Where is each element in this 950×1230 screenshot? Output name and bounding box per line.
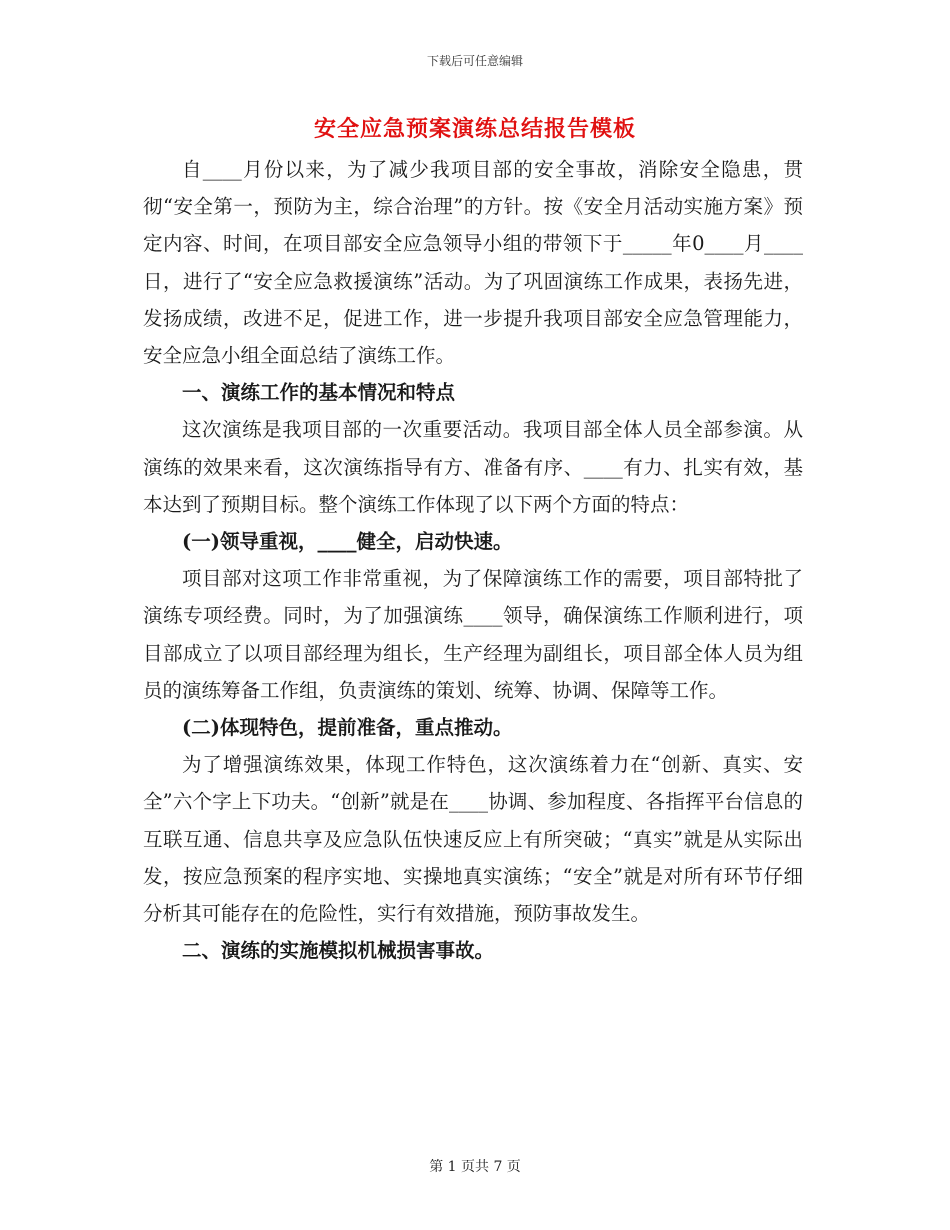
document-body xyxy=(143,151,803,969)
paragraph-overview: 这次演练是我项目部的一次重要活动。我项目部全体人员全部参演。从演练的效果来看，这次演练指导有方、准备有序、____有力、扎实有效，基本达到了预期目标。整个演练工作体现了以下两个方面的特点： xyxy=(143,418,803,516)
page-number: 第 1 页共 7 页 xyxy=(429,1159,521,1175)
section-heading-2: 二、演练的实施模拟机械损害事故。 xyxy=(182,939,495,963)
page-header-note: 下载后可任意编辑 xyxy=(426,54,523,68)
paragraph-features: 为了增强演练效果，体现工作特色，这次演练着力在“创新、真实、安全”六个字上下功夫。“创新”就是在____协调、参加程度、各指挥平台信息的互联互通、信息共享及应急队伍快速反应上有所突破；“真实”就是从实际出发，按应急预案的程序实地、实操地真实演练；“安全”就是对所有环节仔细分析其可能存在的危险性，实行有效措施，预防事故发生。 xyxy=(143,753,803,926)
paragraph-intro: 自____月份以来，为了减少我项目部的安全事故，消除安全隐患，贯彻“安全第一，预防为主，综合治理”的方针。按《安全月活动实施方案》预定内容、时间，在项目部安全应急领导小组的带领下于_____年0____月____日，进行了“安全应急救援演练”活动。为了巩固演练工作成果，表扬先进，发扬成绩，改进不足，促进工作，进一步提升我项目部安全应急管理能力，安全应急小组全面总结了演练工作。 xyxy=(143,158,803,368)
subsection-heading-2: (二)体现特色，提前准备，重点推动。 xyxy=(182,716,513,740)
subsection-heading-1: (一)领导重视，____健全，启动快速。 xyxy=(182,530,513,554)
paragraph-leadership: 项目部对这项工作非常重视，为了保障演练工作的需要，项目部特批了演练专项经费。同时，为了加强演练____领导，确保演练工作顺利进行，项目部成立了以项目部经理为组长，生产经理为副组长，项目部全体人员为组员的演练筹备工作组，负责演练的策划、统筹、协调、保障等工作。 xyxy=(143,567,803,702)
section-heading-1: 一、演练工作的基本情况和特点 xyxy=(182,381,456,405)
document-title: 安全应急预案演练总结报告模板 xyxy=(313,116,636,142)
